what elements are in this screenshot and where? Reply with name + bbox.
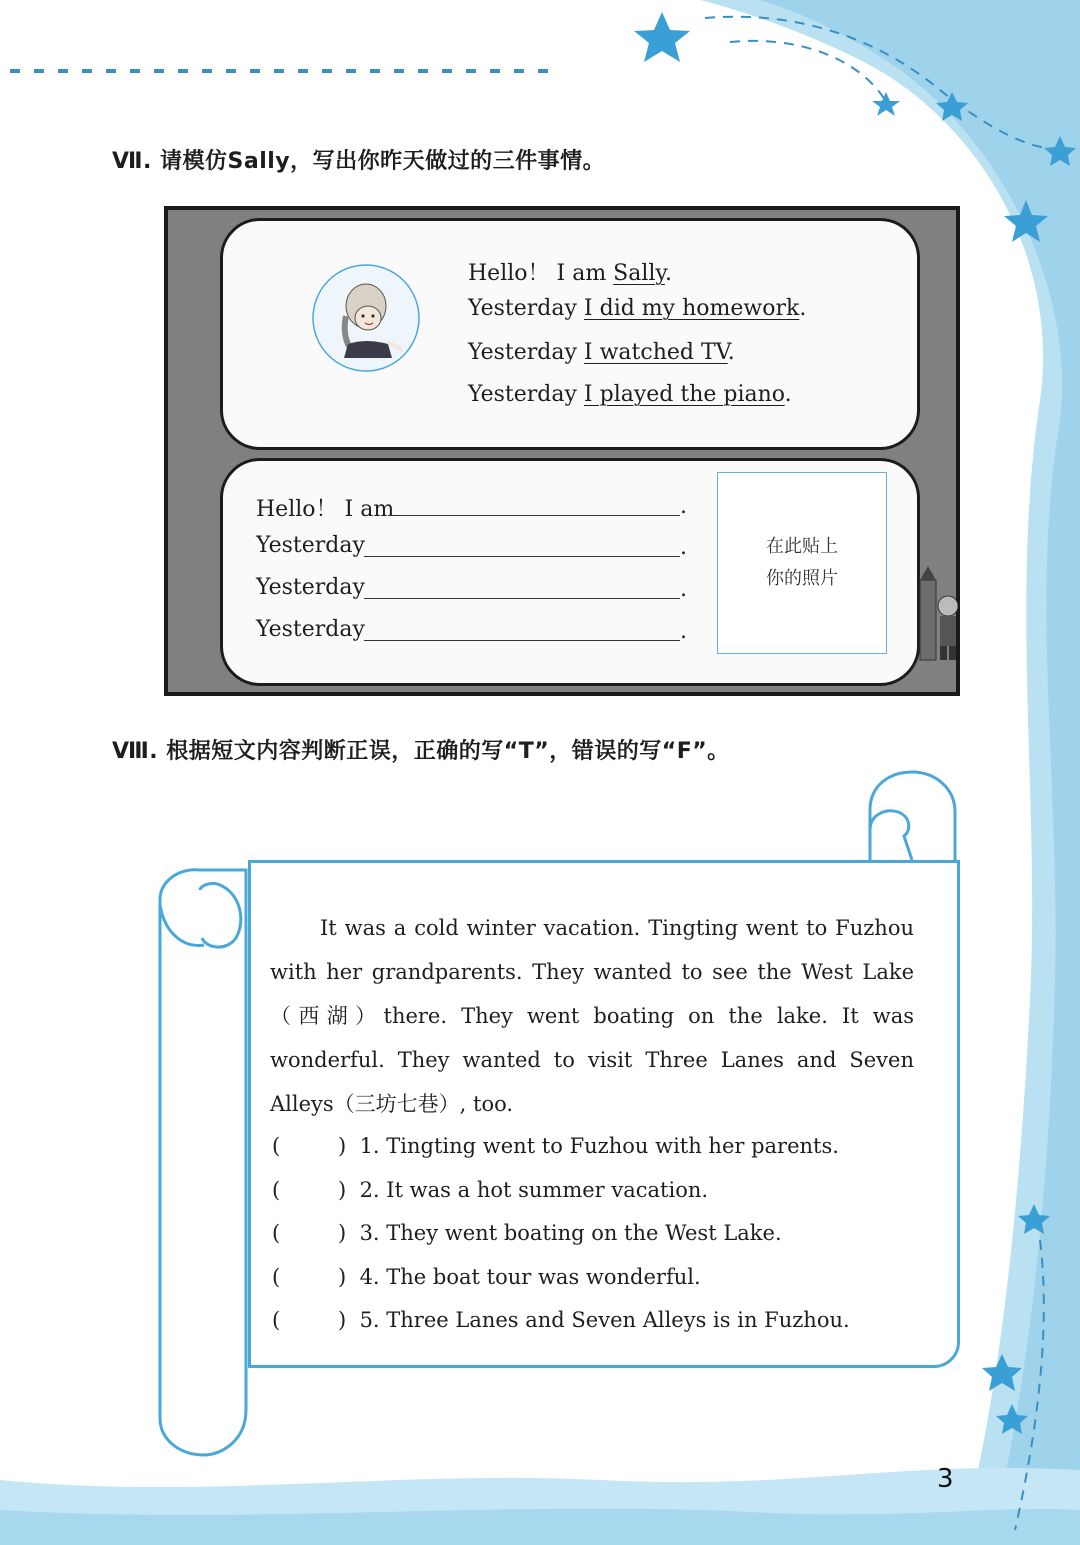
question-1 — [272, 1134, 839, 1158]
passage-content: It was a cold winter vacation. Tingting went to Fuzhou with her grandparents. They wanted to see the West Lake（西湖）there. They went boating on the lake. It was wonderful. They wanted to visit Three Lanes and Seven Alleys（三坊七巷）, too. — [270, 916, 914, 1116]
period: . — [680, 494, 687, 519]
answer-paren-close: ) — [338, 1265, 347, 1289]
answer-paren-close: ) — [338, 1178, 347, 1202]
question-5 — [272, 1308, 850, 1332]
exercise-label-yesterday-1: Yesterday — [256, 533, 365, 558]
exercise-label-yesterday-2: Yesterday — [256, 575, 365, 600]
photo-box-label-2: 你的照片 — [766, 568, 838, 589]
question-text: 4. The boat tour was wonderful. — [359, 1265, 701, 1289]
question-3 — [272, 1221, 782, 1245]
period: . — [680, 535, 687, 560]
page-number: 3 — [937, 1464, 954, 1494]
section-8-heading: Ⅷ. 根据短文内容判断正误，正确的写“T”，错误的写“F”。 — [112, 739, 730, 764]
answer-paren-open[interactable]: ( — [272, 1308, 281, 1332]
period: . — [680, 577, 687, 602]
answer-paren-close: ) — [338, 1308, 347, 1332]
example-line-1: Yesterday I did my homework. — [468, 296, 807, 321]
question-4 — [272, 1265, 701, 1289]
section-7-heading: Ⅶ. 请模仿Sally，写出你昨天做过的三件事情。 — [112, 149, 606, 174]
example-line-3: Yesterday I played the piano. — [468, 382, 792, 407]
question-text: 3. They went boating on the West Lake. — [359, 1221, 782, 1245]
example-line-hello: Hello！ I am Sally. — [468, 261, 672, 286]
question-text: 2. It was a hot summer vacation. — [359, 1178, 709, 1202]
period: . — [680, 619, 687, 644]
answer-paren-open[interactable]: ( — [272, 1265, 281, 1289]
passage-text — [270, 906, 914, 1126]
answer-paren-open[interactable]: ( — [272, 1178, 281, 1202]
question-text: 5. Three Lanes and Seven Alleys is in Fuzhou. — [359, 1308, 850, 1332]
answer-paren-open[interactable]: ( — [272, 1221, 281, 1245]
exercise-label-hello: Hello！ I am — [256, 497, 395, 522]
answer-paren-close: ) — [338, 1134, 347, 1158]
example-line-2: Yesterday I watched TV. — [468, 340, 735, 365]
question-2 — [272, 1178, 708, 1202]
answer-paren-open[interactable]: ( — [272, 1134, 281, 1158]
question-text: 1. Tingting went to Fuzhou with her parents. — [359, 1134, 839, 1158]
answer-paren-close: ) — [338, 1221, 347, 1245]
photo-box-label-1: 在此贴上 — [766, 536, 838, 557]
exercise-label-yesterday-3: Yesterday — [256, 617, 365, 642]
